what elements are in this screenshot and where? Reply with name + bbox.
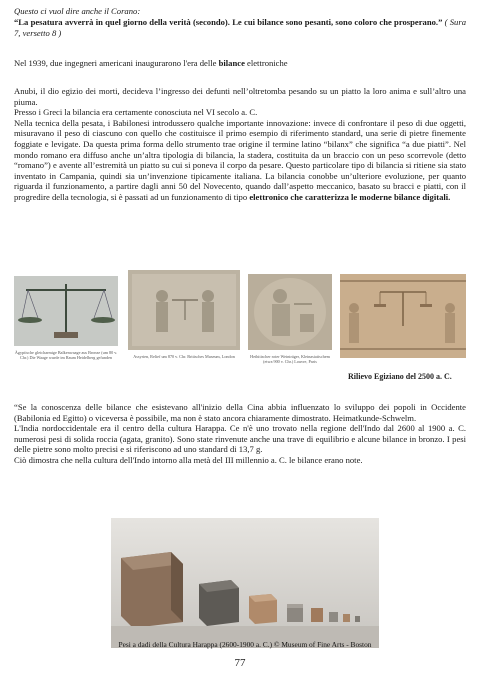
paragraph-babilonesi [14, 118, 466, 203]
figure-row [14, 270, 466, 392]
paragraph-indo: Ciò dimostra che nella cultura dell'Indo intorno alla metà del III millennio a. C. le bilance erano note. [14, 454, 363, 465]
assyrian-relief-photo [128, 270, 240, 350]
hittite-relief-photo [248, 274, 332, 350]
quote-reference: ( Sura 7, versetto 8 ) [14, 17, 466, 38]
bronze-balance-photo [14, 276, 118, 346]
paragraph-anubi: Anubi, il dio egizio dei morti, decideva l’ingresso dei defunti nell’oltretomba pesando su un piatto la loro anima e sull’altro una piuma. [14, 86, 466, 107]
p1939-after: elettroniche [244, 58, 288, 68]
p1939-bold: bilance [218, 58, 245, 68]
paragraph-1939 [14, 58, 466, 69]
main-text [14, 86, 466, 203]
harappa-photo-caption: Pesi a dadi della Cultura Harappa (2600-1900 a. C.) © Museum of Fine Arts - Boston [118, 640, 372, 649]
page-number: 77 [234, 657, 246, 669]
caption-hittite-relief: Hethitischer roter Weinträger, Kleinasiatischem (etwa 900 v. Chr.) Louvre, Paris [250, 354, 330, 364]
harappa-weights-photo [111, 518, 379, 648]
babilonesi-bold: elettronico che caratterizza le moderne bilance digitali. [249, 191, 451, 202]
koran-quote [14, 17, 466, 38]
intro-line: Questo ci vuol dire anche il Corano: [14, 6, 141, 16]
caption-egyptian-relief: Rilievo Egiziano del 2500 a. C. [348, 372, 452, 381]
egyptian-relief-photo [340, 274, 466, 358]
caption-assyrian-relief: Assyrien, Relief um 870 v. Chr. Britisches Museum, London [133, 354, 235, 359]
second-text [14, 402, 466, 466]
p1939-before: Nel 1939, due ingegneri americani inaugurarono l'era delle [14, 58, 219, 68]
paragraph-harappa: L'India nordoccidentale era il centro della cultura Harappa. Ce n'è uno trovato nella regione dell'Indo dal 2600 al 1900 a. C. numerosi pesi di solida roccia (agata, granito). Sono state rinvenute anche una trave di equilibrio e alcune bilance in bronzo. I pesi delle pietre sono molto precisi e si riferiscono ad uno standard di 13,7 g. [14, 423, 466, 455]
caption-bronze-balance: Ägyptische gleicharmige Balkenwaage aus Bronze (um 80 v. Chr.) Die Waage wurde im Raum Heidelberg gefunden [14, 350, 118, 360]
paragraph-greci: Presso i Greci la bilancia era certamente conosciuta nel VI secolo a. C. [14, 107, 258, 118]
quote-text: “La pesatura avverrà in quel giorno della verità (secondo). Le cui bilance sono pesanti, sono coloro che prosperano.” [14, 17, 443, 27]
paragraph-cina: “Se la conoscenza delle bilance che esistevano all'inizio della Cina abbia influenzato lo sviluppo dei popoli in Occidente (Babilonia ed Egitto) o viceversa è possibile, ma non è stato ancora chiaramente dimostrato. Heimatkunde-Schwelm. [14, 402, 466, 423]
babilonesi-text: Nella tecnica della pesata, i Babilonesi introdussero qualche importante innovazione: invece di confrontare il peso di due oggetti, misuravano il peso di ciascuno con quello che costituisce il primo esempio di riferimento standard, una serie di pietre finemente foggiate e levigate. Da questa prima forma dello strumento trae origine il termine latino “bilanx” che significa “a due piatti”. Nel mondo romano era diffuso anche un’altra tipologia di bilancia, la stadera, costituita da un braccio con un peso scorrevole (detto “romano”) e avente all’estremità un piatto su cui si poneva il corpo da pesare. Questo particolare tipo di bilancia si ritiene sia stato inventato in Campania, quindi sia un’invenzione tipicamente italiana. La bilancia conobbe un’ulteriore evoluzione, per quanto riguarda il funzionamento, a partire dagli anni 50 del Novecento, quando dall’aspetto meccanico, basato su bracci e piatti, con il progredire della tecnologia, si è passati ad un funzionamento di tipo [14, 117, 466, 202]
